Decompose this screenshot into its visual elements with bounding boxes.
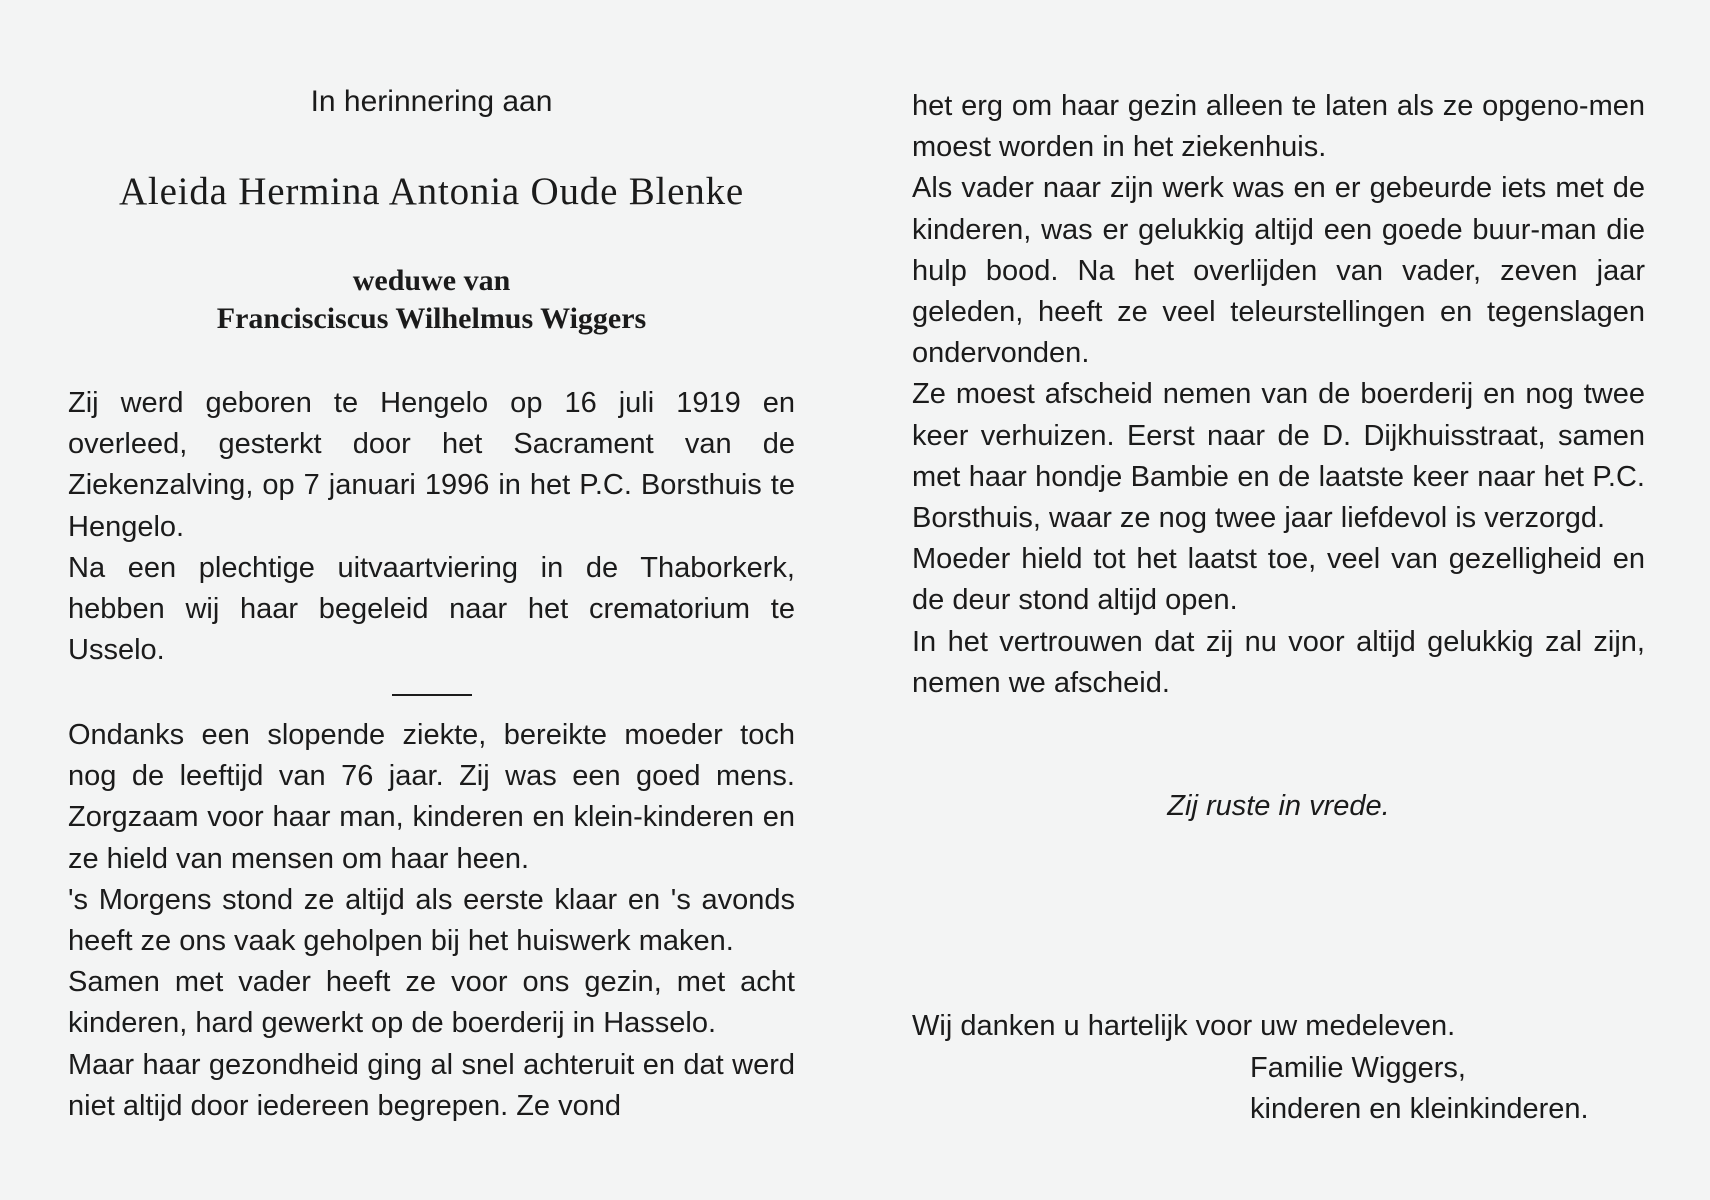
life-paragraph: Ondanks een slopende ziekte, bereikte moeder toch nog de leeftijd van 76 jaar. Zij was een goed mens. Zorgzaam voor haar man, kinderen en klein-kinderen en ze hield van mensen om haar heen. [68, 719, 795, 875]
mornings-paragraph: 's Morgens stond ze altijd als eerste klaar en 's avonds heeft ze ons vaak geholpen bij het huiswerk maken. [68, 883, 795, 958]
deceased-name: Aleida Hermina Antonia Oude Blenke [118, 170, 745, 213]
spouse-name: Francisciscus Wilhelmus Wiggers [216, 302, 647, 335]
section-divider [392, 694, 472, 696]
intro-text: In herinnering aan [310, 85, 553, 118]
moving-paragraph: Ze moest afscheid nemen van de boerderij en nog twee keer verhuizen. Eerst naar de D. Dijkhuisstraat, samen met haar hondje Bambie en de laatste keer naar het P.C. Borsthuis, waar ze nog twee jaar liefdevol is verzorgd. [912, 378, 1645, 535]
health-paragraph: Maar haar gezondheid ging al snel achteruit en dat werd niet altijd door iedereen begrepen. Ze vond [68, 1048, 795, 1122]
hospitality-paragraph: Moeder hield tot het laatst toe, veel van gezelligheid en de deur stond altijd open. [912, 543, 1645, 617]
widow-block [68, 262, 795, 338]
family-signature [1250, 1048, 1589, 1130]
farewell-paragraph: In het vertrouwen dat zij nu voor altijd gelukkig zal zijn, nemen we afscheid. [912, 625, 1645, 699]
signature-children: kinderen en kleinkinderen. [1250, 1093, 1589, 1125]
birth-death-paragraph: Zij werd geboren te Hengelo op 16 juli 1919 en overleed, gesterkt door het Sacrament van de Ziekenzalving, op 7 januari 1996 in het P.C. Borsthuis te Hengelo. [68, 387, 795, 543]
funeral-paragraph: Na een plechtige uitvaartviering in de Thaborkerk, hebben wij haar begeleid naar het crematorium te Usselo. [68, 551, 795, 667]
neighbour-paragraph: Als vader naar zijn werk was en er gebeurde iets met de kinderen, was er gelukkig altijd een goede buur-man die hulp bood. Na het overlijden van vader, zeven jaar geleden, heeft ze veel teleurstellingen en tegenslagen ondervonden. [912, 172, 1645, 370]
rest-in-peace: Zij ruste in vrede. [1167, 790, 1390, 822]
farm-paragraph: Samen met vader heeft ze voor ons gezin, met acht kinderen, hard gewerkt op de boerderij in Hasselo. [68, 966, 795, 1040]
thanks-text: Wij danken u hartelijk voor uw medeleven. [912, 1010, 1456, 1042]
widow-label: weduwe van [352, 264, 511, 297]
biography-block-3 [912, 86, 1645, 704]
signature-family: Familie Wiggers, [1250, 1052, 1466, 1084]
biography-block-2 [68, 715, 795, 1127]
hospital-paragraph: het erg om haar gezin alleen te laten als ze opgeno-men moest worden in het ziekenhuis. [912, 90, 1645, 164]
biography-block-1 [68, 383, 795, 671]
